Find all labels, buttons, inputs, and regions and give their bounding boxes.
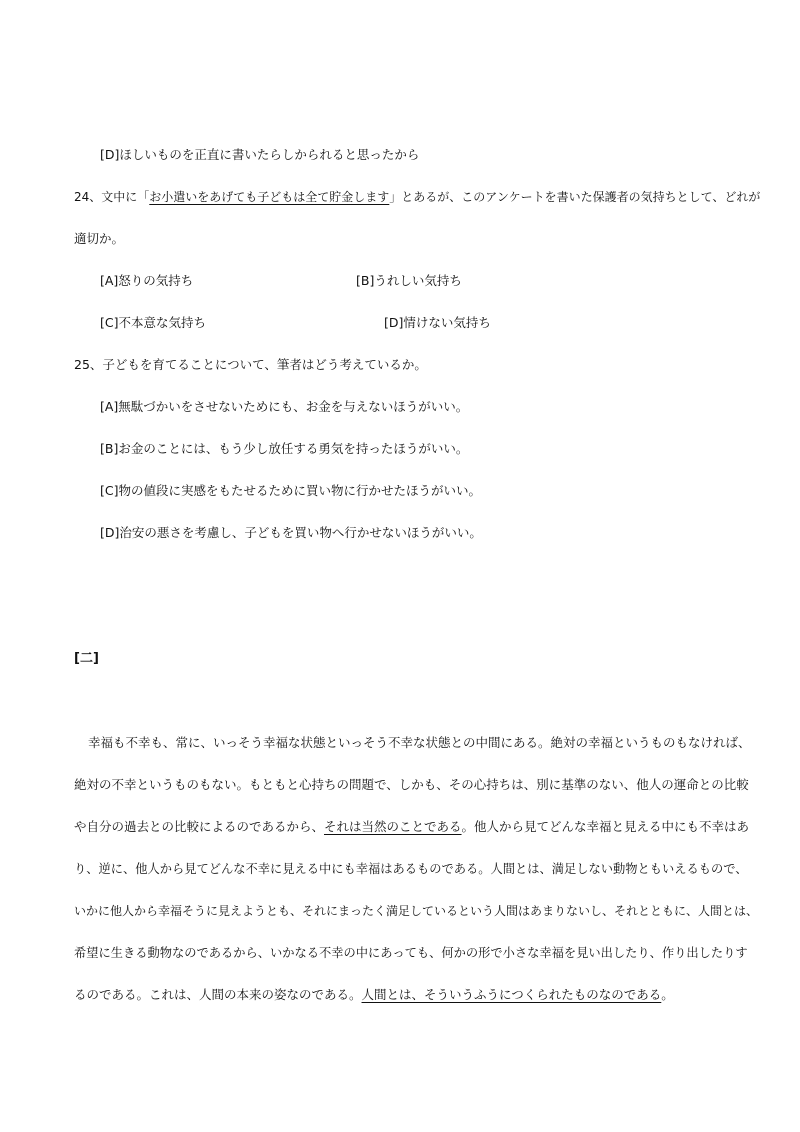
passage-line-7-after: 。 (661, 987, 674, 1002)
passage-line-4: り、逆に、他人から見てどんな不幸に見える中にも幸福はあるものである。人間とは、満足しない動物ともいえるもので、 (74, 862, 748, 876)
q24-option-c: [C]不本意な気持ち (100, 315, 206, 330)
q24-question-line2: 適切か。 (74, 231, 125, 246)
passage-line-6: 希望に生きる動物なのであるから、いかなる不幸の中にあっても、何かの形で小さな幸福を見い出したり、作り出したりす (74, 946, 748, 960)
q25-option-a: [A]無駄づかいをさせないためにも、お金を与えないほうがいい。 (100, 399, 469, 414)
q24-option-a: [A]怒りの気持ち (100, 273, 194, 288)
passage-line-7-before: るのである。これは、人間の本来の姿なのである。 (74, 987, 362, 1002)
q24-underlined-quote: お小遣いをあげても子どもは全て貯金します (149, 190, 390, 204)
q25-option-b: [B]お金のことには、もう少し放任する勇気を持ったほうがいい。 (100, 441, 469, 456)
q25-option-d: [D]治安の悪さを考慮し、子どもを買い物へ行かせないほうがいい。 (100, 525, 482, 540)
q24-text-before: 24、文中に「 (74, 190, 150, 204)
passage-underlined-2: 人間とは、そういうふうにつくられたものなのである (361, 987, 662, 1002)
q23-option-d: [D]ほしいものを正直に書いたらしかられると思ったから (100, 147, 420, 162)
section-heading: [二] (74, 651, 99, 666)
passage-line-2: 絶対の不幸というものもない。もともと心持ちの問題で、しかも、その心持ちは、別に基準のない、他人の運命との比較 (74, 777, 749, 792)
passage-line-5: いかに他人から幸福そうに見えようとも、それにまったく満足しているという人間はあまりないし、それとともに、人間とは、 (74, 904, 759, 918)
passage-line-3-after: 。他人から見てどんな幸福と見える中にも不幸はあ (461, 819, 750, 834)
q25-option-c: [C]物の値段に実感をもたせるために買い物に行かせたほうがいい。 (100, 483, 481, 498)
passage-line-7 (74, 986, 674, 1004)
passage-underlined-1: それは当然のことである (324, 819, 462, 834)
q24-text-after: 」とあるが、このアンケートを書いた保護者の気持ちとして、どれが (389, 190, 761, 204)
q25-question: 25、子どもを育てることについて、筆者はどう考えているか。 (74, 357, 427, 372)
passage-line-1: 幸福も不幸も、常に、いっそう幸福な状態といっそう不幸な状態との中間にある。絶対の幸福というものもなければ、 (88, 735, 751, 750)
q24-option-d: [D]情けない気持ち (384, 315, 491, 330)
q24-question (74, 188, 760, 206)
q24-option-b: [B]うれしい気持ち (356, 273, 462, 288)
passage-line-3-before: や自分の過去との比較によるのであるから、 (74, 819, 325, 834)
passage-line-3 (74, 818, 749, 836)
